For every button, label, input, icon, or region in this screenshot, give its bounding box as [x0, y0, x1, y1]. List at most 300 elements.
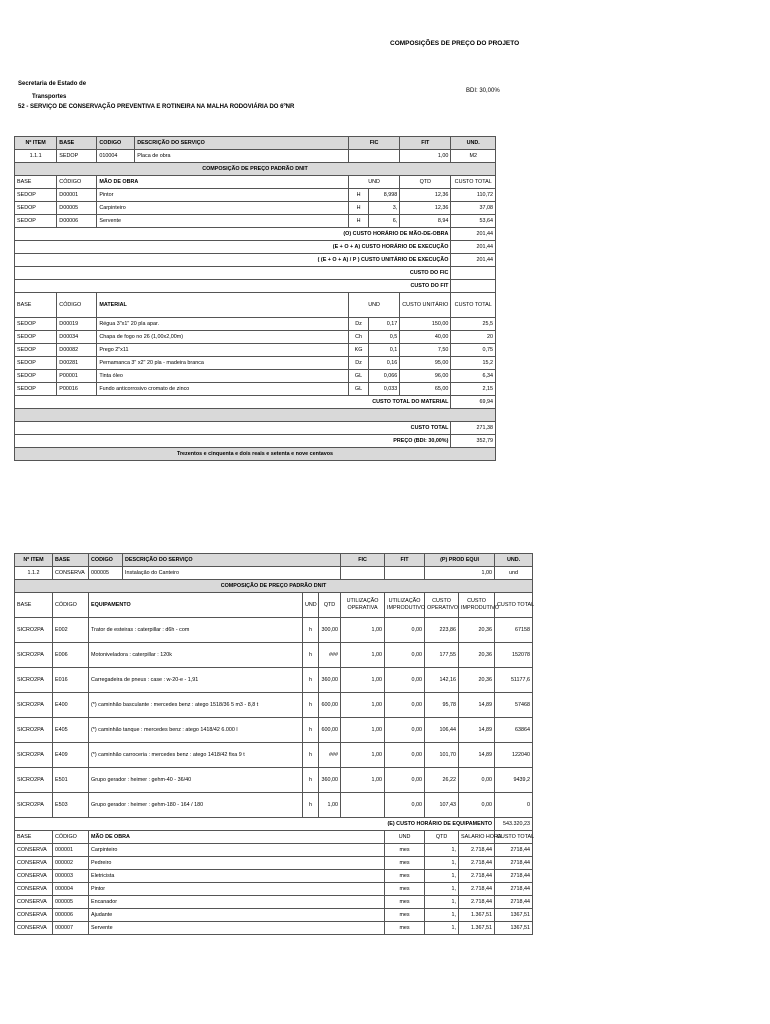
table-row — [15, 896, 533, 909]
page-title: COMPOSIÇÕES DE PREÇO DO PROJETO — [390, 40, 520, 47]
mat-total-row — [15, 396, 496, 409]
table-row — [15, 668, 533, 693]
cell-total: 2,15 — [451, 383, 496, 396]
cell-und: mes — [385, 909, 425, 922]
cell-total: 25,5 — [451, 318, 496, 331]
mo2-header-row — [15, 831, 533, 844]
cell-base: SICRO2PA — [15, 768, 53, 793]
hdr-prod: (P) PROD EQUI — [425, 554, 495, 567]
cell-custo-imp: 20,36 — [459, 643, 495, 668]
table-row — [15, 189, 496, 202]
section-title: COMPOSIÇÃO DE PREÇO PADRÃO DNIT — [15, 163, 496, 176]
cell-custo-imp: 14,89 — [459, 743, 495, 768]
preco-row — [15, 435, 496, 448]
cell-util-op — [341, 793, 385, 818]
cell-salario: 1.367,51 — [459, 909, 495, 922]
mo-header-row — [15, 176, 496, 189]
cell-util-op: 1,00 — [341, 768, 385, 793]
cell-qtd: 0,16 — [369, 357, 400, 370]
cell-salario: 1.367,51 — [459, 922, 495, 935]
cell-total: 53,64 — [451, 215, 496, 228]
bdi-label: BDI: 30,00% — [466, 88, 500, 94]
cell-base: SEDOP — [15, 202, 57, 215]
cell-und: Dz — [349, 357, 369, 370]
table-row — [15, 357, 496, 370]
cell-und: mes — [385, 922, 425, 935]
cell-total: 152078 — [495, 643, 533, 668]
mo2-hdr-base: BASE — [15, 831, 53, 844]
cell-description: Chapa de fogo no 26 (1,00x2,00m) — [97, 331, 349, 344]
cell-salario: 2.718,44 — [459, 870, 495, 883]
table-row — [15, 344, 496, 357]
composition-2-table — [14, 553, 533, 935]
cell-total: 15,2 — [451, 357, 496, 370]
cell-salario: 2.718,44 — [459, 857, 495, 870]
hdr-und: UND. — [495, 554, 533, 567]
cell-base: SEDOP — [15, 344, 57, 357]
cell-base: SEDOP — [15, 189, 57, 202]
hdr-descricao: DESCRIÇÃO DO SERVIÇO — [123, 554, 341, 567]
eq-hdr-qtd: QTD — [319, 593, 341, 618]
table-row — [15, 643, 533, 668]
mo-hdr-desc: MÃO DE OBRA — [97, 176, 349, 189]
cell-total: 122040 — [495, 743, 533, 768]
cell-qtd: 360,00 — [319, 668, 341, 693]
cell-description: Carpinteiro — [97, 202, 349, 215]
item-fic — [349, 150, 400, 163]
cell-util-imp: 0,00 — [385, 718, 425, 743]
mo-hdr-total: CUSTO TOTAL — [451, 176, 496, 189]
cell-description: Carpinteiro — [89, 844, 385, 857]
section-title: COMPOSIÇÃO DE PREÇO PADRÃO DNIT — [15, 580, 533, 593]
cell-und: mes — [385, 870, 425, 883]
cell-total: 0,75 — [451, 344, 496, 357]
cell-description: Servente — [97, 215, 349, 228]
cell-base: SEDOP — [15, 357, 57, 370]
custo-total-label: CUSTO TOTAL — [15, 422, 451, 435]
mat-hdr-und: UND — [349, 293, 400, 318]
cell-base: SICRO2PA — [15, 618, 53, 643]
cell-und: h — [303, 743, 319, 768]
total-value — [451, 267, 496, 280]
cell-und: Dz — [349, 318, 369, 331]
cell-salario: 2.718,44 — [459, 844, 495, 857]
mo2-hdr-und: UND — [385, 831, 425, 844]
eq-hdr-custo-op: CUSTO OPERATIVO — [425, 593, 459, 618]
table-row — [15, 318, 496, 331]
total-row — [15, 241, 496, 254]
cell-und: h — [303, 718, 319, 743]
item-number: 1.1.2 — [15, 567, 53, 580]
cell-base: SICRO2PA — [15, 668, 53, 693]
cell-base: SEDOP — [15, 318, 57, 331]
cell-und: h — [303, 643, 319, 668]
cell-unit-cost: 7,50 — [400, 344, 451, 357]
cell-description: Encanador — [89, 896, 385, 909]
table-row — [15, 215, 496, 228]
cell-code: 000005 — [53, 896, 89, 909]
cell-base: SICRO2PA — [15, 793, 53, 818]
cell-custo-imp: 0,00 — [459, 793, 495, 818]
cell-custo-op: 26,22 — [425, 768, 459, 793]
total-label: CUSTO DO FIT — [15, 280, 451, 293]
comp2-item-row — [15, 567, 533, 580]
cell-description: Servente — [89, 922, 385, 935]
cell-und: h — [303, 668, 319, 693]
cell-code: E002 — [53, 618, 89, 643]
hdr-item: Nº ITEM — [15, 554, 53, 567]
item-code: 010004 — [97, 150, 135, 163]
cell-total: 9439,2 — [495, 768, 533, 793]
cell-util-op: 1,00 — [341, 618, 385, 643]
cell-description: (*) caminhão basculante : mercedes benz : atego 1518/36 5 m3 - 8,8 t — [89, 693, 303, 718]
cell-base: CONSERVA — [15, 909, 53, 922]
cell-total: 63864 — [495, 718, 533, 743]
cell-und: Ch — [349, 331, 369, 344]
cell-code: E503 — [53, 793, 89, 818]
cell-custo-imp: 0,00 — [459, 768, 495, 793]
cell-description: Ajudante — [89, 909, 385, 922]
cell-description: Motoniveladora : caterpillar : 120k — [89, 643, 303, 668]
cell-code: E409 — [53, 743, 89, 768]
cell-custo-op: 107,43 — [425, 793, 459, 818]
project-title: 52 - SERVIÇO DE CONSERVAÇÃO PREVENTIVA E ROTINEIRA NA MALHA RODOVIÁRIA DO 6ºNR — [18, 104, 295, 110]
cell-base: SICRO2PA — [15, 693, 53, 718]
table-row — [15, 922, 533, 935]
item-base: CONSERVA — [53, 567, 89, 580]
cell-custo-imp: 20,36 — [459, 618, 495, 643]
cell-description: Carregadeira de pneus : case : w-20-e - 1,91 — [89, 668, 303, 693]
eq-hdr-util-op: UTILIZAÇÃO OPERATIVA — [341, 593, 385, 618]
cell-base: SEDOP — [15, 215, 57, 228]
cell-qtd: 0,033 — [369, 383, 400, 396]
cell-custo-op: 101,70 — [425, 743, 459, 768]
cell-qtd: 1, — [425, 922, 459, 935]
mo-hdr-base: BASE — [15, 176, 57, 189]
cell-total: 2718,44 — [495, 844, 533, 857]
cell-und: mes — [385, 857, 425, 870]
hdr-base: BASE — [53, 554, 89, 567]
cell-code: E400 — [53, 693, 89, 718]
cell-description: Pintor — [97, 189, 349, 202]
cell-code: 000001 — [53, 844, 89, 857]
table-row — [15, 883, 533, 896]
hdr-fit: FIT — [385, 554, 425, 567]
cell-total: 0 — [495, 793, 533, 818]
total-label: (E + O + A) CUSTO HORÁRIO DE EXECUÇÃO — [15, 241, 451, 254]
eq-hdr-codigo: CÓDIGO — [53, 593, 89, 618]
cell-qtd: 0,17 — [369, 318, 400, 331]
cell-und: h — [303, 793, 319, 818]
cell-und: h — [303, 618, 319, 643]
hdr-base: BASE — [57, 137, 97, 150]
cell-code: 000003 — [53, 870, 89, 883]
mo2-hdr-qtd: QTD — [425, 831, 459, 844]
cell-und: h — [303, 693, 319, 718]
cell-util-imp: 0,00 — [385, 618, 425, 643]
item-code: 000005 — [89, 567, 123, 580]
cell-custo-op: 106,44 — [425, 718, 459, 743]
mo-hdr-codigo: CÓDIGO — [57, 176, 97, 189]
org-line1: Secretaria de Estado de — [18, 81, 87, 87]
cell-qtd: 600,00 — [319, 693, 341, 718]
cell-und: h — [303, 768, 319, 793]
cell-custo-op: 223,86 — [425, 618, 459, 643]
cell-code: E016 — [53, 668, 89, 693]
comp1-header-row — [15, 137, 496, 150]
cell-custo-op: 95,78 — [425, 693, 459, 718]
cell-qtd: 1, — [425, 896, 459, 909]
eq-total-label: (E) CUSTO HORÁRIO DE EQUIPAMENTO — [15, 818, 495, 831]
cell-util-imp: 0,00 — [385, 743, 425, 768]
cell-custo-imp: 20,36 — [459, 668, 495, 693]
mo2-hdr-codigo: CÓDIGO — [53, 831, 89, 844]
eq-hdr-total: CUSTO TOTAL — [495, 593, 533, 618]
table-row — [15, 793, 533, 818]
total-row — [15, 280, 496, 293]
cell-code: E006 — [53, 643, 89, 668]
cell-code: 000006 — [53, 909, 89, 922]
cell-unit-cost: 150,00 — [400, 318, 451, 331]
total-row — [15, 267, 496, 280]
cell-base: CONSERVA — [15, 922, 53, 935]
cell-total: 51177,6 — [495, 668, 533, 693]
mat-header-row — [15, 293, 496, 318]
mat-hdr-desc: MATERIAL — [97, 293, 349, 318]
cell-util-imp: 0,00 — [385, 793, 425, 818]
hdr-codigo: CODIGO — [97, 137, 135, 150]
eq-hdr-base: BASE — [15, 593, 53, 618]
table-row — [15, 857, 533, 870]
table-row — [15, 370, 496, 383]
table-row — [15, 718, 533, 743]
cell-qtd: 1, — [425, 870, 459, 883]
table-row — [15, 768, 533, 793]
cell-unit-cost: 65,00 — [400, 383, 451, 396]
total-row — [15, 228, 496, 241]
hdr-fit: FIT — [400, 137, 451, 150]
cell-total: 2718,44 — [495, 870, 533, 883]
cell-description: Régua 3"x1" 20 pla apar. — [97, 318, 349, 331]
org-line2: Transportes — [32, 94, 67, 100]
item-prod: 1,00 — [400, 150, 451, 163]
cell-base: CONSERVA — [15, 896, 53, 909]
cell-qtd: ### — [319, 643, 341, 668]
cell-code: D00005 — [57, 202, 97, 215]
cell-code: 000007 — [53, 922, 89, 935]
item-description: Instalação do Canteiro — [123, 567, 341, 580]
cell-qtd: 600,00 — [319, 718, 341, 743]
cell-code: E405 — [53, 718, 89, 743]
eq-total-value: 543.320,23 — [495, 818, 533, 831]
mo-hdr-und: UND — [349, 176, 400, 189]
cell-und: GL — [349, 383, 369, 396]
table-row — [15, 618, 533, 643]
table-row — [15, 870, 533, 883]
cell-und: GL — [349, 370, 369, 383]
cell-base: SICRO2PA — [15, 718, 53, 743]
cell-total: 20 — [451, 331, 496, 344]
eq-hdr-custo-imp: CUSTO IMPRODUTIVO — [459, 593, 495, 618]
cell-base: CONSERVA — [15, 883, 53, 896]
cell-total: 6,34 — [451, 370, 496, 383]
table-row — [15, 383, 496, 396]
cell-salario: 2.718,44 — [459, 896, 495, 909]
table-row — [15, 202, 496, 215]
cell-description: (*) caminhão tanque : mercedes benz : atego 1418/42 6.000 l — [89, 718, 303, 743]
cell-custo-op: 177,55 — [425, 643, 459, 668]
cell-und: mes — [385, 844, 425, 857]
cell-code: E501 — [53, 768, 89, 793]
item-description: Placa de obra — [135, 150, 349, 163]
mat-hdr-total: CUSTO TOTAL — [451, 293, 496, 318]
cell-code: 000002 — [53, 857, 89, 870]
cell-custo-op: 142,16 — [425, 668, 459, 693]
cell-qtd: 8,998 — [369, 189, 400, 202]
cell-total: 110,72 — [451, 189, 496, 202]
cell-qtd: 0,5 — [369, 331, 400, 344]
cell-total: 2718,44 — [495, 883, 533, 896]
cell-unit-cost: 96,00 — [400, 370, 451, 383]
cell-code: 000004 — [53, 883, 89, 896]
cell-description: (*) caminhão carroceria : mercedes benz : atego 1418/42 fixa 9 t — [89, 743, 303, 768]
mat-total-value: 69,94 — [451, 396, 496, 409]
mo-hdr-qtd: QTD — [400, 176, 451, 189]
cell-base: SICRO2PA — [15, 743, 53, 768]
eq-hdr-und: UND — [303, 593, 319, 618]
cell-code: D00082 — [57, 344, 97, 357]
cell-code: D00001 — [57, 189, 97, 202]
hdr-fic: FIC — [349, 137, 400, 150]
table-row — [15, 844, 533, 857]
mo2-hdr-desc: MÃO DE OBRA — [89, 831, 385, 844]
item-prod: 1,00 — [425, 567, 495, 580]
total-value: 201,44 — [451, 228, 496, 241]
cell-code: D00281 — [57, 357, 97, 370]
cell-und: H — [349, 202, 369, 215]
item-base: SEDOP — [57, 150, 97, 163]
total-row — [15, 254, 496, 267]
mo2-hdr-total: CUSTO TOTAL — [495, 831, 533, 844]
item-und: und — [495, 567, 533, 580]
item-number: 1.1.1 — [15, 150, 57, 163]
eq-hdr-desc: EQUIPAMENTO — [89, 593, 303, 618]
cell-qtd: 360,00 — [319, 768, 341, 793]
mat-hdr-codigo: CÓDIGO — [57, 293, 97, 318]
mat-total-label: CUSTO TOTAL DO MATERIAL — [15, 396, 451, 409]
cell-total: 67158 — [495, 618, 533, 643]
cell-util-imp: 0,00 — [385, 668, 425, 693]
cell-util-op: 1,00 — [341, 743, 385, 768]
table-row — [15, 331, 496, 344]
item-und: M2 — [451, 150, 496, 163]
cell-util-op: 1,00 — [341, 718, 385, 743]
cell-util-op: 1,00 — [341, 668, 385, 693]
table-row — [15, 693, 533, 718]
preco-value: 352,79 — [451, 435, 496, 448]
cell-description: Prego 2"x11 — [97, 344, 349, 357]
cell-salario: 12,36 — [400, 189, 451, 202]
preco-extenso: Trezentos e cinquenta e dois reais e setenta e nove centavos — [15, 448, 496, 461]
cell-qtd: 1, — [425, 844, 459, 857]
cell-und: mes — [385, 883, 425, 896]
table-row — [15, 743, 533, 768]
cell-qtd: 1, — [425, 883, 459, 896]
cell-qtd: 3, — [369, 202, 400, 215]
cell-util-imp: 0,00 — [385, 643, 425, 668]
cell-description: Trator de esteiras : caterpillar : d6h - com — [89, 618, 303, 643]
cell-und: H — [349, 189, 369, 202]
composition-1-table — [14, 136, 496, 461]
cell-custo-imp: 14,89 — [459, 693, 495, 718]
cell-qtd: 0,066 — [369, 370, 400, 383]
cell-util-op: 1,00 — [341, 693, 385, 718]
cell-description: Eletricista — [89, 870, 385, 883]
hdr-codigo: CODIGO — [89, 554, 123, 567]
total-label: CUSTO DO FIC — [15, 267, 451, 280]
custo-total-value: 271,38 — [451, 422, 496, 435]
cell-total: 2718,44 — [495, 896, 533, 909]
preco-label: PREÇO (BDI: 30,00%) — [15, 435, 451, 448]
cell-qtd: 0,1 — [369, 344, 400, 357]
cell-qtd: 6, — [369, 215, 400, 228]
cell-util-op: 1,00 — [341, 643, 385, 668]
cell-base: SEDOP — [15, 370, 57, 383]
cell-qtd: 1, — [425, 909, 459, 922]
total-value: 201,44 — [451, 254, 496, 267]
cell-und: mes — [385, 896, 425, 909]
comp2-header-row — [15, 554, 533, 567]
cell-code: D00006 — [57, 215, 97, 228]
total-label: ( (E + O + A) / P ) CUSTO UNITÁRIO DE EXECUÇÃO — [15, 254, 451, 267]
cell-salario: 12,36 — [400, 202, 451, 215]
spacer-row — [15, 409, 496, 422]
eq-header-row — [15, 593, 533, 618]
cell-total: 1367,51 — [495, 922, 533, 935]
custo-total-row — [15, 422, 496, 435]
cell-und: KG — [349, 344, 369, 357]
cell-base: CONSERVA — [15, 844, 53, 857]
cell-total: 1367,51 — [495, 909, 533, 922]
hdr-und: UND. — [451, 137, 496, 150]
item-fic — [341, 567, 385, 580]
cell-base: SICRO2PA — [15, 643, 53, 668]
cell-description: Tinta óleo — [97, 370, 349, 383]
cell-und: H — [349, 215, 369, 228]
cell-qtd: 300,00 — [319, 618, 341, 643]
cell-salario: 2.718,44 — [459, 883, 495, 896]
eq-total-row — [15, 818, 533, 831]
mat-hdr-unit: CUSTO UNITÁRIO — [400, 293, 451, 318]
cell-total: 37,08 — [451, 202, 496, 215]
item-fit — [385, 567, 425, 580]
total-value — [451, 280, 496, 293]
cell-code: D00034 — [57, 331, 97, 344]
cell-description: Pintor — [89, 883, 385, 896]
cell-salario: 8,94 — [400, 215, 451, 228]
total-label: (O) CUSTO HORÁRIO DE MÃO-DE-OBRA — [15, 228, 451, 241]
cell-qtd: 1,00 — [319, 793, 341, 818]
cell-description: Pernamanca 3" x2" 20 pla - madeira branca — [97, 357, 349, 370]
cell-unit-cost: 40,00 — [400, 331, 451, 344]
total-value: 201,44 — [451, 241, 496, 254]
mo2-hdr-sal: SALARIO HORA — [459, 831, 495, 844]
cell-code: P00016 — [57, 383, 97, 396]
table-row — [15, 909, 533, 922]
cell-description: Fundo anticorrosivo cromato de zinco — [97, 383, 349, 396]
cell-description: Grupo gerador : heimer : gehm-40 - 36/40 — [89, 768, 303, 793]
cell-total: 2718,44 — [495, 857, 533, 870]
